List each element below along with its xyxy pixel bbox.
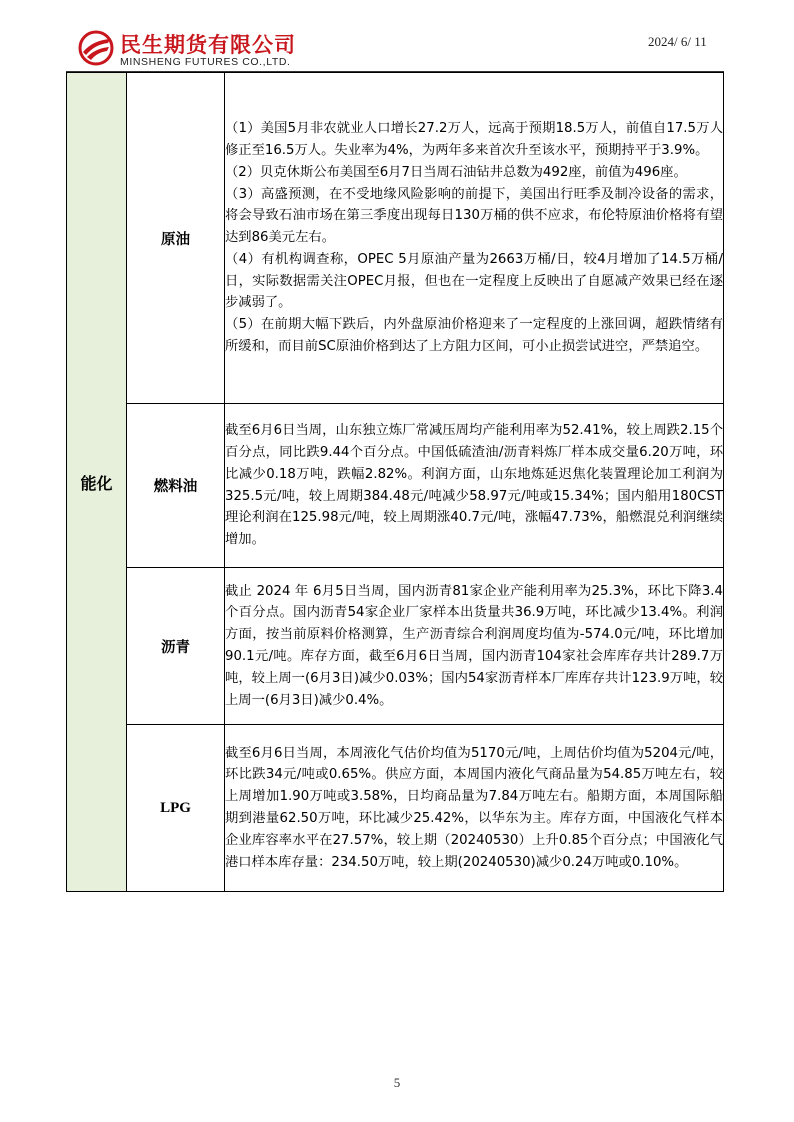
page-header [0, 0, 794, 70]
paragraph: （2）贝克休斯公布美国至6月7日当周石油钻井总数为492座，前值为496座。 [225, 164, 687, 180]
paragraph: （3）高盛预测，在不受地缘风险影响的前提下，美国出行旺季及制冷设备的需求，将会导致石油市场在第三季度出现每日130万桶的供不应求，布伦特原油价格将有望达到86美元左右。 [225, 186, 723, 246]
sector-label: 能化 [80, 473, 113, 493]
product-cell-fuel-oil [127, 404, 225, 568]
content-cell-crude-oil [225, 73, 724, 404]
company-name-en: MINSHENG FUTURES CO.,LTD. [120, 56, 291, 68]
minsheng-logo-icon [78, 30, 114, 66]
paragraph: （4）有机构调查称，OPEC 5月原油产量为2663万桶/日，较4月增加了14.5万桶/日，实际数据需关注OPEC月报，但也在一定程度上反映出了自愿减产效果已经在逐步减弱了。 [225, 251, 723, 311]
product-cell-lpg [127, 725, 225, 892]
page-number: 5 [393, 1075, 401, 1090]
energy-chemical-table [66, 72, 724, 892]
content-cell-asphalt [225, 568, 724, 725]
product-label: 沥青 [161, 639, 190, 656]
table-row [67, 725, 724, 892]
paragraph: 截至6月6日当周，本周液化气估价均值为5170元/吨，上周估价均值为5204元/吨，环比跌34元/吨或0.65%。供应方面，本周国内液化气商品量为54.85万吨左右，较上周增加1.90万吨或3.58%，日均商品量为7.84万吨左右。船期方面，本周国际船期到港量62.50万吨，环比减少25.42%，以华东为主。库存方面，中国液化气样本企业库容率水平在27.57%，较上期（20240530）上升0.85个百分点；中国液化气港口样本库存量：234.50万吨，较上期(20240530)减少0.24万吨或0.10%。 [225, 745, 723, 870]
sector-cell [67, 73, 127, 892]
table-row [67, 73, 724, 404]
table-row [67, 568, 724, 725]
product-label: LPG [160, 799, 191, 816]
table-row [67, 404, 724, 568]
product-label: 原油 [161, 231, 190, 248]
report-date: 2024/ 6/ 11 [648, 34, 707, 49]
paragraph: 截至6月6日当周，山东独立炼厂常减压周均产能利用率为52.41%，较上周跌2.15个百分点，同比跌9.44个百分点。中国低硫渣油/沥青料炼厂样本成交量6.20万吨，环比减少0.18万吨，跌幅2.82%。利润方面，山东地炼延迟焦化装置理论加工利润为325.5元/吨，较上周期384.48元/吨减少58.97元/吨或15.34%；国内船用180CST理论利润在125.98元/吨，较上周期涨40.7元/吨，涨幅47.73%，船燃混兑利润继续增加。 [225, 423, 723, 548]
product-label: 燃料油 [153, 479, 198, 495]
company-name-cn: 民生期货有限公司 [120, 33, 296, 57]
content-cell-lpg [225, 725, 724, 892]
product-cell-crude-oil [127, 73, 225, 404]
paragraph: 截止 2024 年 6月5日当周，国内沥青81家企业产能利用率为25.3%，环比下降3.4个百分点。国内沥青54家企业厂家样本出货量共36.9万吨，环比减少13.4%。利润方面，按当前原料价格测算，生产沥青综合利润周度均值为-574.0元/吨，环比增加90.1元/吨。库存方面，截至6月6日当周，国内沥青104家社会库库存共计289.7万吨，较上周一(6月3日)减少0.03%；国内54家沥青样本厂库库存共计123.9万吨，较上周一(6月3日)减少0.4%。 [225, 583, 723, 708]
paragraph: （1）美国5月非农就业人口增长27.2万人，远高于预期18.5万人，前值自17.5万人修正至16.5万人。失业率为4%，为两年多来首次升至该水平，预期持平于3.9%。 [225, 121, 723, 158]
product-cell-asphalt [127, 568, 225, 725]
content-cell-fuel-oil [225, 404, 724, 568]
paragraph: （5）在前期大幅下跌后，内外盘原油价格迎来了一定程度的上涨回调，超跌情绪有所缓和，而目前SC原油价格到达了上方阻力区间，可小止损尝试进空，严禁追空。 [225, 317, 723, 355]
